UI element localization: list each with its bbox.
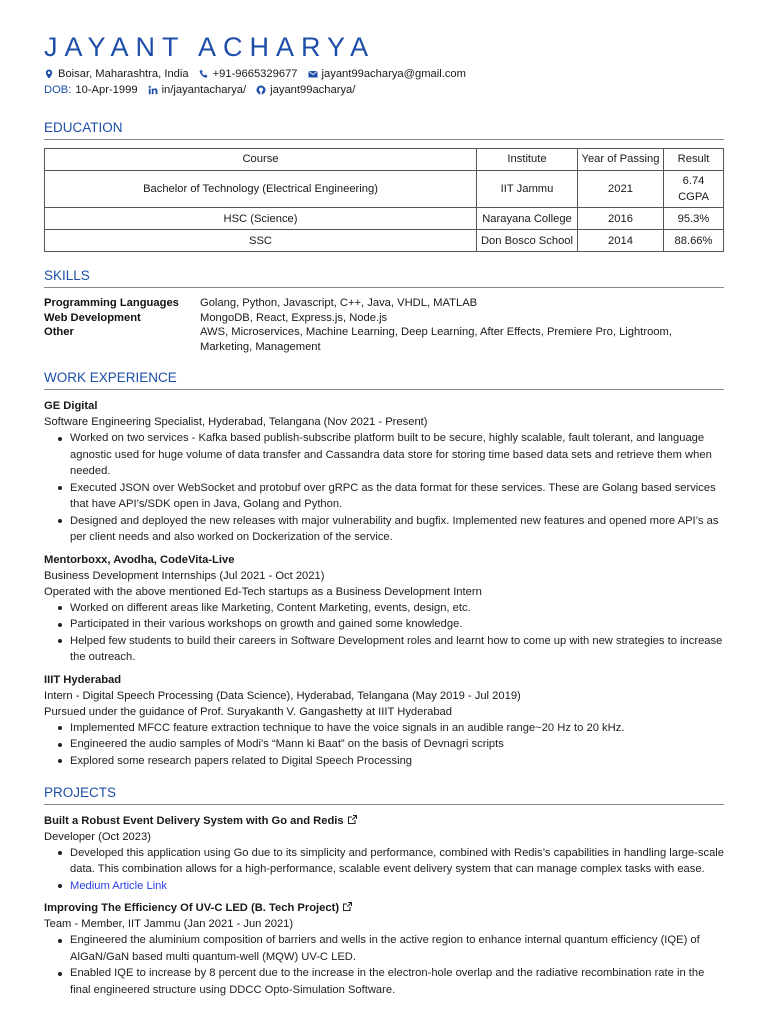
skill-label: Other <box>44 326 74 339</box>
list-item: Helped few students to build their careers in Software Development roles and learnt how to come up with new strategies to increase the outreach. <box>70 633 724 666</box>
list-item: Executed JSON over WebSocket and protobuf over gRPC as the data format for these services. These are Golang based services that have API’s/SDK open in Java, Golang and Python. <box>70 480 724 513</box>
project-name[interactable] <box>44 900 724 916</box>
project-entry <box>44 813 724 895</box>
project-bullets <box>44 932 724 998</box>
project-bullets <box>44 845 724 895</box>
cell-year: 2016 <box>578 208 664 230</box>
list-item: Implemented MFCC feature extraction technique to have the voice signals in an audible range~20 Hz to 20 kHz. <box>70 720 724 737</box>
education-header-row <box>45 148 724 170</box>
projects-heading: PROJECTS <box>44 785 724 805</box>
list-item: Explored some research papers related to Digital Speech Processing <box>70 753 724 770</box>
cell-institute: IIT Jammu <box>477 170 578 207</box>
list-item: Designed and deployed the new releases with major vulnerability and bugfix. Implemented new features and opened more API’s as per client needs and also worked on Dockerization of the service. <box>70 513 724 546</box>
job-org: IIIT Hyderabad <box>44 673 122 686</box>
job-role: Business Development Internships (Jul 2021 - Oct 2021) <box>44 569 325 582</box>
table-row <box>45 208 724 230</box>
contact-row-1 <box>44 66 724 82</box>
github-text: jayant99acharya/ <box>270 84 356 96</box>
job-org: GE Digital <box>44 400 98 413</box>
location-item <box>44 66 189 82</box>
dob-item <box>44 82 138 98</box>
job-role: Intern - Digital Speech Processing (Data Science), Hyderabad, Telangana (May 2019 - Jul 2019) <box>44 689 521 702</box>
phone-icon <box>199 69 209 79</box>
table-row <box>45 230 724 252</box>
phone-item[interactable] <box>199 66 298 82</box>
project-title: Built a Robust Event Delivery System with Go and Redis <box>44 814 344 827</box>
skills-list <box>44 296 724 354</box>
list-item: Enabled IQE to increase by 8 percent due to the increase in the electron-hole overlap and the radiative recombination rate in the final engineered structure using DDCC Opto-Simulation Software. <box>70 965 724 998</box>
cell-year: 2014 <box>578 230 664 252</box>
location-text: Boisar, Maharashtra, India <box>58 68 189 80</box>
linkedin-text: in/jayantacharya/ <box>161 84 247 96</box>
col-institute: Institute <box>477 148 578 170</box>
candidate-name: JAYANT ACHARYA <box>44 32 376 62</box>
skills-heading: SKILLS <box>44 268 724 288</box>
job-desc: Operated with the above mentioned Ed-Tech startups as a Business Development Intern <box>44 585 482 598</box>
col-result: Result <box>664 148 724 170</box>
job-bullets <box>44 600 724 666</box>
education-heading: EDUCATION <box>44 120 724 140</box>
project-entry <box>44 900 724 998</box>
job-entry <box>44 672 724 770</box>
dob-label: DOB: <box>44 84 72 96</box>
project-role: Developer (Oct 2023) <box>44 830 151 843</box>
project-name[interactable] <box>44 813 724 829</box>
cell-result: 95.3% <box>664 208 724 230</box>
github-item[interactable] <box>256 82 355 98</box>
education-table <box>44 148 724 252</box>
linkedin-item[interactable] <box>148 82 247 98</box>
job-role: Software Engineering Specialist, Hyderabad, Telangana (Nov 2021 - Present) <box>44 416 428 429</box>
cell-result: 88.66% <box>664 230 724 252</box>
skill-value: Golang, Python, Javascript, C++, Java, VHDL, MATLAB <box>200 297 478 310</box>
external-link-icon[interactable] <box>342 901 353 912</box>
github-icon <box>256 85 266 95</box>
email-text: jayant99acharya@gmail.com <box>321 68 466 80</box>
job-bullets <box>44 430 724 546</box>
cell-course: Bachelor of Technology (Electrical Engineering) <box>45 170 477 207</box>
email-item[interactable] <box>308 66 466 82</box>
phone-text: +91-9665329677 <box>212 68 298 80</box>
cell-institute: Don Bosco School <box>477 230 578 252</box>
work-heading: WORK EXPERIENCE <box>44 370 724 390</box>
contact-row-2 <box>44 82 724 98</box>
list-item: Engineered the audio samples of Modi’s “Mann ki Baat” on the basis of Devnagri scripts <box>70 736 724 753</box>
list-item: Engineered the aluminium composition of barriers and wells in the active region to enhance internal quantum efficiency (IQE) of AlGaN/GaN based multi quantum-well (MQW) UV-C LED. <box>70 932 724 965</box>
skill-value: AWS, Microservices, Machine Learning, Deep Learning, After Effects, Premiere Pro, Lightroom, Marketing, Management <box>200 326 672 353</box>
list-item: Worked on two services - Kafka based publish-subscribe platform built to be secure, highly scalable, fault tolerant, and language agnostic used for huge volume of data transfer and Cassandra data store for storing time based data sets and retrieve them when needed. <box>70 430 724 480</box>
skill-label: Web Development <box>44 311 141 324</box>
list-item <box>70 878 724 895</box>
col-year: Year of Passing <box>578 148 664 170</box>
project-role: Team - Member, IIT Jammu (Jan 2021 - Jun 2021) <box>44 918 294 931</box>
skill-label: Programming Languages <box>44 297 179 310</box>
list-item: Participated in their various workshops on growth and gained some knowledge. <box>70 616 724 633</box>
cell-institute: Narayana College <box>477 208 578 230</box>
job-org: Mentorboxx, Avodha, CodeVita-Live <box>44 553 235 566</box>
linkedin-icon <box>148 85 158 95</box>
list-item: Developed this application using Go due to its simplicity and performance, combined with Redis’s capabilities in handling large-scale data. This combination allows for a high-performance, scalable event delivery system that can manage complex tasks with ease. <box>70 845 724 878</box>
job-entry <box>44 552 724 666</box>
project-title: Improving The Efficiency Of UV-C LED (B. Tech Project) <box>44 902 340 915</box>
table-row <box>45 170 724 207</box>
job-bullets <box>44 720 724 770</box>
list-item: Worked on different areas like Marketing, Content Marketing, events, design, etc. <box>70 600 724 617</box>
envelope-icon <box>308 69 318 79</box>
medium-article-link[interactable]: Medium Article Link <box>70 879 167 892</box>
cell-course: HSC (Science) <box>45 208 477 230</box>
cell-year: 2021 <box>578 170 664 207</box>
dob-text: 10-Apr-1999 <box>75 84 138 96</box>
col-course: Course <box>45 148 477 170</box>
job-desc: Pursued under the guidance of Prof. Suryakanth V. Gangashetty at IIIT Hyderabad <box>44 705 452 718</box>
map-pin-icon <box>44 69 54 79</box>
skill-value: MongoDB, React, Express.js, Node.js <box>200 311 388 324</box>
cell-course: SSC <box>45 230 477 252</box>
cell-result: 6.74 CGPA <box>664 170 724 207</box>
external-link-icon[interactable] <box>347 814 358 825</box>
job-entry <box>44 398 724 546</box>
